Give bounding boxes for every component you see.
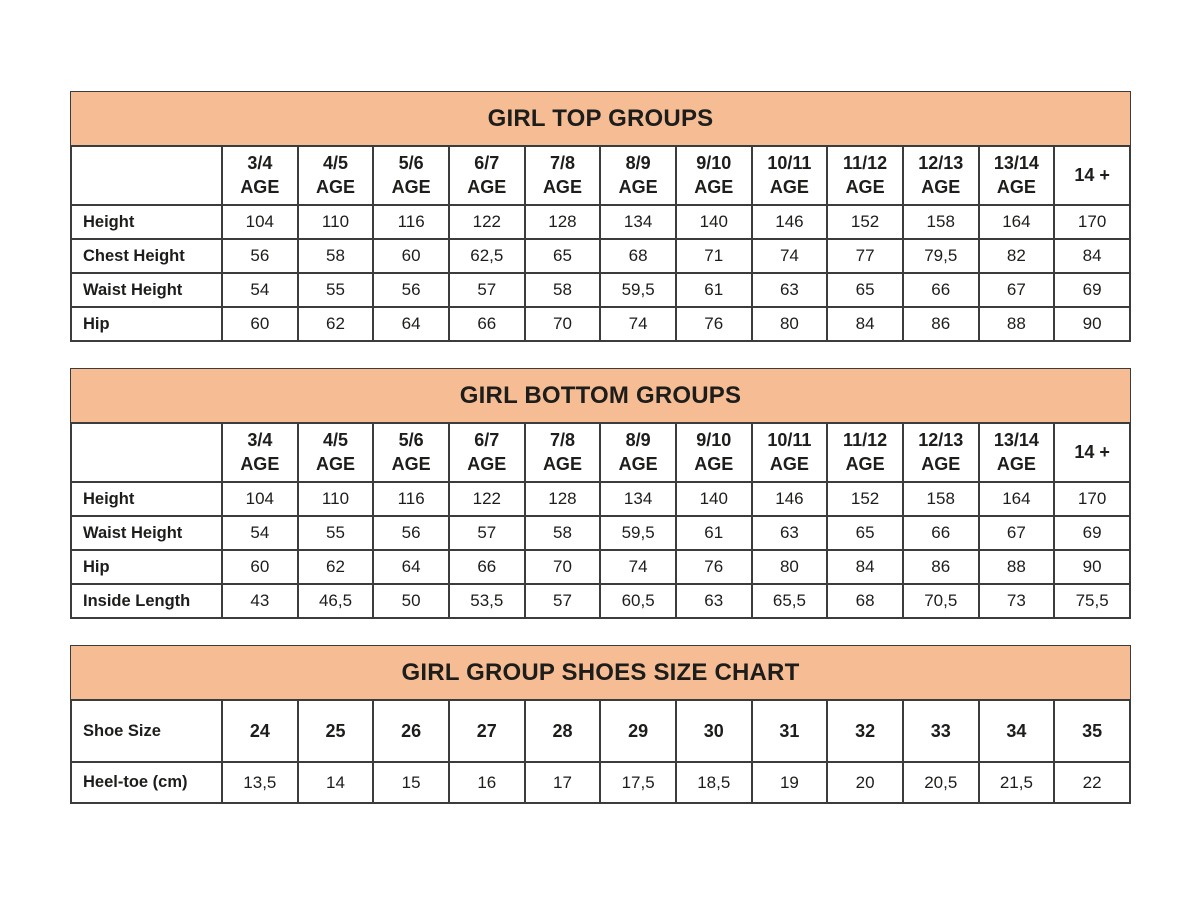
corner-cell	[71, 423, 222, 482]
value-cell: 71	[676, 239, 752, 273]
value-cell: 80	[752, 550, 828, 584]
column-header-cell	[222, 423, 298, 482]
value-cell: 164	[979, 482, 1055, 516]
value-cell: 158	[903, 482, 979, 516]
column-header-unit: AGE	[694, 453, 734, 474]
row-label: Hip	[71, 307, 222, 341]
column-header-cell	[298, 423, 374, 482]
value-cell: 59,5	[600, 273, 676, 307]
value-cell: 66	[903, 273, 979, 307]
value-cell: 66	[903, 516, 979, 550]
column-header-unit: AGE	[845, 453, 885, 474]
value-cell: 64	[373, 550, 449, 584]
value-cell: 146	[752, 205, 828, 239]
value-cell: 57	[525, 584, 601, 618]
column-header-group: 7/8	[549, 430, 575, 451]
value-cell: 116	[373, 482, 449, 516]
value-cell: 69	[1054, 516, 1130, 550]
value-cell: 57	[449, 273, 525, 307]
table-row	[71, 205, 1130, 239]
column-header-cell	[449, 146, 525, 205]
column-header-cell	[752, 146, 828, 205]
value-cell: 128	[525, 205, 601, 239]
value-cell: 64	[373, 307, 449, 341]
age-header-row	[71, 146, 1130, 205]
value-cell: 61	[676, 273, 752, 307]
value-cell: 54	[222, 516, 298, 550]
value-cell: 90	[1054, 550, 1130, 584]
value-cell: 63	[752, 273, 828, 307]
value-cell: 158	[903, 205, 979, 239]
column-header-cell	[298, 146, 374, 205]
table-row	[71, 762, 1130, 803]
column-header-cell	[600, 146, 676, 205]
girl-top-groups-table	[70, 91, 1131, 342]
value-cell: 58	[298, 239, 374, 273]
column-header-cell	[525, 146, 601, 205]
table-row	[71, 239, 1130, 273]
column-header-group: 10/11	[767, 430, 812, 451]
column-header-unit: AGE	[769, 176, 809, 197]
value-cell: 140	[676, 205, 752, 239]
row-label: Heel-toe (cm)	[71, 762, 222, 803]
value-cell: 74	[752, 239, 828, 273]
value-cell: 74	[600, 550, 676, 584]
value-cell: 77	[827, 239, 903, 273]
value-cell: 63	[752, 516, 828, 550]
value-cell: 30	[676, 700, 752, 762]
column-header-group: 4/5	[322, 430, 348, 451]
row-label: Height	[71, 205, 222, 239]
value-cell: 104	[222, 482, 298, 516]
value-cell: 35	[1054, 700, 1130, 762]
value-cell: 66	[449, 550, 525, 584]
value-cell: 63	[676, 584, 752, 618]
column-header-cell	[827, 146, 903, 205]
value-cell: 170	[1054, 482, 1130, 516]
column-header-group: 5/6	[398, 430, 424, 451]
table-row	[71, 516, 1130, 550]
value-cell: 59,5	[600, 516, 676, 550]
value-cell: 34	[979, 700, 1055, 762]
value-cell: 70	[525, 550, 601, 584]
value-cell: 104	[222, 205, 298, 239]
value-cell: 58	[525, 273, 601, 307]
column-header-unit: AGE	[845, 176, 885, 197]
value-cell: 53,5	[449, 584, 525, 618]
column-header-unit: AGE	[996, 453, 1036, 474]
value-cell: 26	[373, 700, 449, 762]
value-cell: 110	[298, 205, 374, 239]
column-header-unit: AGE	[618, 453, 658, 474]
row-label: Height	[71, 482, 222, 516]
column-header-group: 5/6	[398, 153, 424, 174]
value-cell: 88	[979, 550, 1055, 584]
column-header-cell	[752, 423, 828, 482]
value-cell: 73	[979, 584, 1055, 618]
column-header-unit: AGE	[240, 453, 280, 474]
value-cell: 74	[600, 307, 676, 341]
row-label: Waist Height	[71, 273, 222, 307]
value-cell: 25	[298, 700, 374, 762]
value-cell: 43	[222, 584, 298, 618]
value-cell: 82	[979, 239, 1055, 273]
value-cell: 31	[752, 700, 828, 762]
column-header-unit: AGE	[542, 453, 582, 474]
value-cell: 15	[373, 762, 449, 803]
row-label: Waist Height	[71, 516, 222, 550]
table-row	[71, 584, 1130, 618]
column-header-unit: AGE	[694, 176, 734, 197]
value-cell: 33	[903, 700, 979, 762]
value-cell: 140	[676, 482, 752, 516]
column-header-group: 13/14	[993, 153, 1039, 174]
value-cell: 84	[1054, 239, 1130, 273]
column-header-group: 9/10	[696, 153, 732, 174]
column-header-group: 4/5	[322, 153, 348, 174]
value-cell: 19	[752, 762, 828, 803]
value-cell: 67	[979, 516, 1055, 550]
value-cell: 61	[676, 516, 752, 550]
girl-bottom-groups-table	[70, 368, 1131, 619]
value-cell: 68	[827, 584, 903, 618]
value-cell: 76	[676, 307, 752, 341]
value-cell: 65	[525, 239, 601, 273]
column-header-unit: AGE	[921, 453, 961, 474]
charts-area	[70, 91, 1131, 804]
column-header-group: 10/11	[767, 153, 812, 174]
column-header-group: 6/7	[474, 153, 500, 174]
value-cell: 32	[827, 700, 903, 762]
value-cell: 56	[373, 273, 449, 307]
column-header-cell	[676, 146, 752, 205]
table-row	[71, 700, 1130, 762]
girl-top-groups-title-band	[70, 91, 1131, 146]
column-header-group: 14 +	[1074, 164, 1110, 185]
value-cell: 67	[979, 273, 1055, 307]
column-header-cell	[449, 423, 525, 482]
table-row	[71, 550, 1130, 584]
value-cell: 68	[600, 239, 676, 273]
value-cell: 86	[903, 550, 979, 584]
value-cell: 17	[525, 762, 601, 803]
value-cell: 152	[827, 205, 903, 239]
value-cell: 122	[449, 482, 525, 516]
column-header-unit: AGE	[996, 176, 1036, 197]
value-cell: 17,5	[600, 762, 676, 803]
value-cell: 88	[979, 307, 1055, 341]
column-header-cell	[903, 146, 979, 205]
value-cell: 56	[222, 239, 298, 273]
column-header-cell	[1054, 423, 1130, 482]
value-cell: 69	[1054, 273, 1130, 307]
value-cell: 84	[827, 550, 903, 584]
value-cell: 29	[600, 700, 676, 762]
value-cell: 27	[449, 700, 525, 762]
value-cell: 62,5	[449, 239, 525, 273]
value-cell: 62	[298, 307, 374, 341]
column-header-cell	[600, 423, 676, 482]
value-cell: 122	[449, 205, 525, 239]
table-title: GIRL TOP GROUPS	[487, 104, 714, 132]
value-cell: 21,5	[979, 762, 1055, 803]
column-header-group: 14 +	[1074, 441, 1110, 462]
value-cell: 65	[827, 273, 903, 307]
column-header-unit: AGE	[467, 453, 507, 474]
column-header-unit: AGE	[467, 176, 507, 197]
value-cell: 62	[298, 550, 374, 584]
value-cell: 152	[827, 482, 903, 516]
girl-shoes-size-table	[70, 645, 1131, 804]
value-cell: 86	[903, 307, 979, 341]
column-header-group: 12/13	[918, 430, 964, 451]
column-header-cell	[525, 423, 601, 482]
row-label: Inside Length	[71, 584, 222, 618]
column-header-unit: AGE	[315, 453, 355, 474]
value-cell: 24	[222, 700, 298, 762]
column-header-cell	[903, 423, 979, 482]
value-cell: 164	[979, 205, 1055, 239]
column-header-group: 11/12	[843, 430, 888, 451]
column-header-unit: AGE	[769, 453, 809, 474]
girl-shoes-title-band	[70, 645, 1131, 700]
table-title: GIRL GROUP SHOES SIZE CHART	[401, 658, 800, 686]
row-label: Hip	[71, 550, 222, 584]
column-header-cell	[373, 146, 449, 205]
column-header-cell	[979, 146, 1055, 205]
column-header-cell	[373, 423, 449, 482]
value-cell: 60	[222, 307, 298, 341]
value-cell: 50	[373, 584, 449, 618]
value-cell: 16	[449, 762, 525, 803]
column-header-group: 3/4	[247, 430, 273, 451]
column-header-group: 7/8	[549, 153, 575, 174]
column-header-unit: AGE	[315, 176, 355, 197]
column-header-group: 8/9	[625, 153, 651, 174]
value-cell: 66	[449, 307, 525, 341]
value-cell: 28	[525, 700, 601, 762]
table-row	[71, 307, 1130, 341]
value-cell: 57	[449, 516, 525, 550]
value-cell: 54	[222, 273, 298, 307]
column-header-group: 8/9	[625, 430, 651, 451]
table-row	[71, 273, 1130, 307]
value-cell: 60	[373, 239, 449, 273]
value-cell: 14	[298, 762, 374, 803]
column-header-unit: AGE	[921, 176, 961, 197]
value-cell: 65	[827, 516, 903, 550]
value-cell: 55	[298, 273, 374, 307]
value-cell: 146	[752, 482, 828, 516]
value-cell: 55	[298, 516, 374, 550]
column-header-cell	[979, 423, 1055, 482]
column-header-unit: AGE	[391, 176, 431, 197]
column-header-group: 9/10	[696, 430, 732, 451]
column-header-group: 12/13	[918, 153, 964, 174]
value-cell: 20,5	[903, 762, 979, 803]
value-cell: 76	[676, 550, 752, 584]
value-cell: 65,5	[752, 584, 828, 618]
girl-bottom-groups-title-band	[70, 368, 1131, 423]
value-cell: 60	[222, 550, 298, 584]
value-cell: 70,5	[903, 584, 979, 618]
column-header-cell	[222, 146, 298, 205]
column-header-cell	[1054, 146, 1130, 205]
value-cell: 79,5	[903, 239, 979, 273]
column-header-group: 3/4	[247, 153, 273, 174]
value-cell: 134	[600, 482, 676, 516]
value-cell: 18,5	[676, 762, 752, 803]
row-label: Chest Height	[71, 239, 222, 273]
value-cell: 22	[1054, 762, 1130, 803]
value-cell: 170	[1054, 205, 1130, 239]
value-cell: 13,5	[222, 762, 298, 803]
girl-top-groups-grid	[70, 145, 1131, 342]
table-title: GIRL BOTTOM GROUPS	[459, 381, 742, 409]
column-header-cell	[827, 423, 903, 482]
value-cell: 46,5	[298, 584, 374, 618]
table-row	[71, 482, 1130, 516]
value-cell: 90	[1054, 307, 1130, 341]
value-cell: 116	[373, 205, 449, 239]
value-cell: 58	[525, 516, 601, 550]
value-cell: 128	[525, 482, 601, 516]
value-cell: 75,5	[1054, 584, 1130, 618]
value-cell: 110	[298, 482, 374, 516]
column-header-group: 6/7	[474, 430, 500, 451]
column-header-unit: AGE	[618, 176, 658, 197]
row-label: Shoe Size	[71, 700, 222, 762]
column-header-group: 11/12	[843, 153, 888, 174]
value-cell: 70	[525, 307, 601, 341]
value-cell: 56	[373, 516, 449, 550]
value-cell: 134	[600, 205, 676, 239]
column-header-unit: AGE	[240, 176, 280, 197]
age-header-row	[71, 423, 1130, 482]
corner-cell	[71, 146, 222, 205]
column-header-unit: AGE	[391, 453, 431, 474]
value-cell: 60,5	[600, 584, 676, 618]
girl-bottom-groups-grid	[70, 422, 1131, 619]
column-header-cell	[676, 423, 752, 482]
value-cell: 80	[752, 307, 828, 341]
column-header-group: 13/14	[993, 430, 1039, 451]
column-header-unit: AGE	[542, 176, 582, 197]
value-cell: 84	[827, 307, 903, 341]
girl-shoes-grid	[70, 699, 1131, 804]
value-cell: 20	[827, 762, 903, 803]
